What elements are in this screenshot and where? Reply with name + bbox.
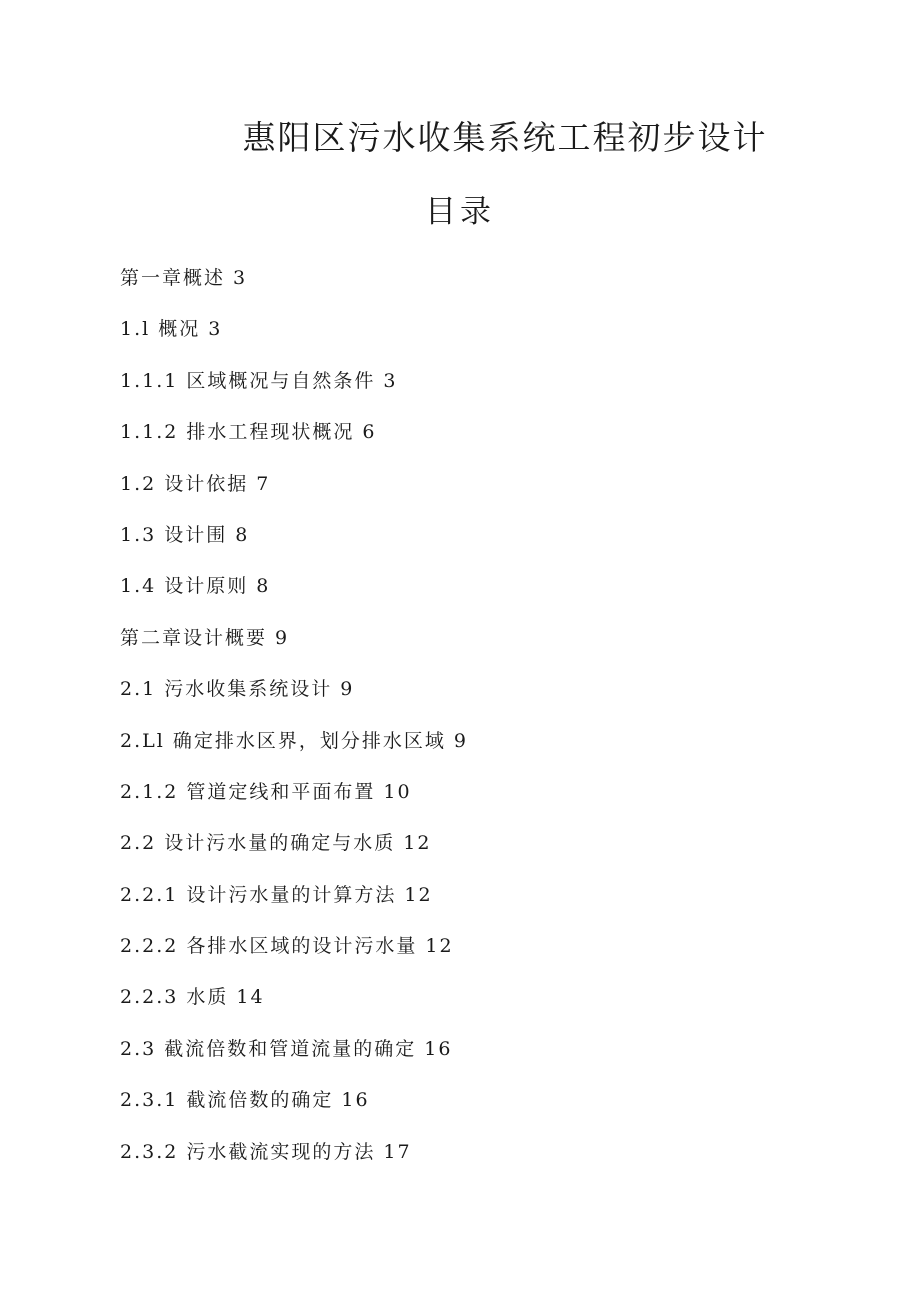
toc-item[interactable]: 1.1.2 排水工程现状概况 6 (120, 421, 377, 444)
table-of-contents (120, 259, 468, 1184)
toc-item[interactable]: 2.Ll 确定排水区界，划分排水区域 9 (120, 729, 468, 752)
toc-item[interactable]: 2.2 设计污水量的确定与水质 12 (120, 832, 432, 855)
toc-item[interactable]: 2.1 污水收集系统设计 9 (120, 678, 355, 701)
toc-item[interactable]: 第二章设计概要 9 (120, 626, 290, 649)
toc-item[interactable]: 2.3.2 污水截流实现的方法 17 (120, 1140, 412, 1163)
toc-item[interactable]: 1.1.1 区域概况与自然条件 3 (120, 369, 398, 392)
document-title: 惠阳区污水收集系统工程初步设计 (242, 118, 768, 157)
toc-item[interactable]: 2.2.2 各排水区域的设计污水量 12 (120, 935, 454, 958)
toc-item[interactable]: 2.1.2 管道定线和平面布置 10 (120, 780, 412, 803)
toc-item[interactable]: 1.l 概况 3 (120, 318, 223, 341)
toc-heading: 目录 (425, 194, 495, 230)
toc-item[interactable]: 2.3 截流倍数和管道流量的确定 16 (120, 1037, 453, 1060)
toc-item[interactable]: 1.3 设计围 8 (120, 523, 250, 546)
toc-item[interactable]: 2.2.1 设计污水量的计算方法 12 (120, 883, 433, 906)
toc-item[interactable]: 2.3.1 截流倍数的确定 16 (120, 1089, 370, 1112)
toc-item[interactable]: 2.2.3 水质 14 (120, 986, 265, 1009)
toc-item[interactable]: 第一章概述 3 (120, 267, 248, 289)
toc-item[interactable]: 1.4 设计原则 8 (120, 575, 271, 598)
toc-item[interactable]: 1.2 设计依据 7 (120, 472, 271, 495)
